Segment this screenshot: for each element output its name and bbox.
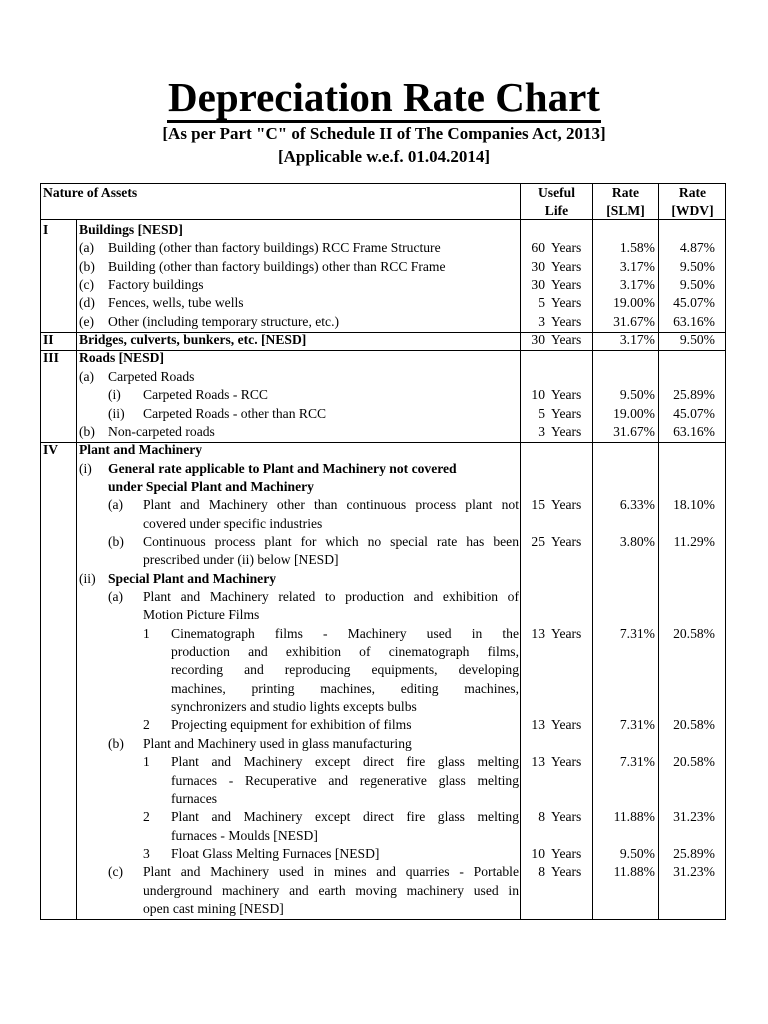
- table-row: [41, 625, 725, 643]
- asset-description: furnaces: [171, 790, 218, 806]
- table-row: [41, 331, 725, 349]
- rate-slm-value: 9.50%: [619, 845, 655, 861]
- asset-description: furnaces - Recuperative and regenerative glass melting: [171, 772, 519, 788]
- useful-life-unit: Years: [551, 258, 582, 274]
- rate-wdv-value: 25.89%: [673, 387, 715, 403]
- rate-slm-value: 19.00%: [613, 295, 655, 311]
- table-row: [41, 900, 725, 918]
- asset-description: (b): [108, 735, 124, 751]
- header-rate-wdv: Rate [WDV]: [671, 185, 714, 218]
- asset-description: (d): [79, 295, 95, 311]
- asset-description: Plant and Machinery used in mines and quarries - Portable: [143, 864, 519, 880]
- useful-life-unit: Years: [551, 277, 582, 293]
- useful-life-unit: Years: [551, 405, 582, 421]
- asset-description: (b): [79, 423, 95, 439]
- asset-description: Plant and Machinery related to production and exhibition of: [143, 589, 519, 604]
- useful-life-unit: Years: [551, 295, 582, 311]
- table-row: [41, 313, 725, 331]
- asset-description: Factory buildings: [108, 277, 204, 293]
- depreciation-table: [40, 183, 726, 920]
- useful-life-value: 15: [531, 497, 545, 513]
- table-row: [41, 533, 725, 551]
- asset-description: (e): [79, 313, 95, 329]
- header-rate-slm: Rate [SLM]: [606, 185, 645, 218]
- table-row: [41, 496, 725, 514]
- table-row: [41, 515, 725, 533]
- useful-life-value: 30: [531, 332, 545, 348]
- asset-description: underground machinery and earth moving machinery used in: [143, 882, 519, 898]
- rate-wdv-value: 31.23%: [673, 864, 715, 880]
- asset-description: Plant and Machinery except direct fire glass melting: [171, 754, 519, 770]
- rate-slm-value: 6.33%: [619, 497, 655, 513]
- useful-life-unit: Years: [551, 864, 582, 880]
- table-row: [41, 276, 725, 294]
- table-row: [41, 551, 725, 569]
- rate-slm-value: 7.31%: [619, 625, 655, 641]
- table-row: [41, 753, 725, 771]
- asset-description: Buildings [NESD]: [79, 222, 183, 237]
- table-row: [41, 827, 725, 845]
- rate-wdv-value: 18.10%: [673, 497, 715, 513]
- useful-life-unit: Years: [551, 533, 582, 549]
- asset-description: 3: [143, 845, 150, 861]
- useful-life-unit: Years: [551, 845, 582, 861]
- rate-wdv-value: 20.58%: [673, 625, 715, 641]
- asset-description: Cinematograph films - Machinery used in the: [171, 625, 519, 641]
- useful-life-value: 30: [531, 258, 545, 274]
- table-row: [41, 423, 725, 441]
- rate-slm-value: 3.80%: [619, 533, 655, 549]
- asset-description: (i): [79, 460, 92, 476]
- useful-life-unit: Years: [551, 625, 582, 641]
- rate-slm-value: 3.17%: [619, 258, 655, 274]
- table-row: [41, 460, 725, 478]
- useful-life-unit: Years: [551, 497, 582, 513]
- rate-wdv-value: 20.58%: [673, 717, 715, 733]
- asset-description: Bridges, culverts, bunkers, etc. [NESD]: [79, 332, 307, 348]
- rate-wdv-value: 9.50%: [679, 332, 715, 348]
- table-row: [41, 258, 725, 276]
- rate-wdv-value: 31.23%: [673, 809, 715, 825]
- asset-description: Other (including temporary structure, etc.): [108, 313, 340, 329]
- table-row: [41, 808, 725, 826]
- useful-life-value: 3: [538, 313, 545, 329]
- subtitle-schedule: [As per Part "C" of Schedule II of The Companies Act, 2013]: [162, 124, 606, 143]
- table-row: [41, 790, 725, 808]
- rate-wdv-value: 63.16%: [673, 423, 715, 439]
- asset-description: (b): [108, 533, 124, 549]
- asset-description: prescribed under (ii) below [NESD]: [143, 552, 339, 568]
- useful-life-value: 8: [538, 809, 545, 825]
- asset-description: (i): [108, 387, 121, 403]
- useful-life-unit: Years: [551, 717, 582, 733]
- rate-wdv-value: 45.07%: [673, 405, 715, 421]
- asset-description: (a): [108, 497, 124, 513]
- table-row: [41, 368, 725, 386]
- page-title: Depreciation Rate Chart: [0, 73, 768, 123]
- useful-life-value: 3: [538, 423, 545, 439]
- rate-slm-value: 1.58%: [619, 240, 655, 256]
- useful-life-value: 5: [538, 405, 545, 421]
- asset-description: Non-carpeted roads: [108, 423, 215, 439]
- rate-slm-value: 9.50%: [619, 387, 655, 403]
- asset-description: (ii): [108, 405, 125, 421]
- section-number: IV: [43, 442, 59, 458]
- rate-slm-value: 31.67%: [613, 423, 655, 439]
- asset-description: Fences, wells, tube wells: [108, 295, 244, 311]
- header-nature-of-assets: Nature of Assets: [43, 185, 138, 200]
- useful-life-unit: Years: [551, 332, 582, 348]
- rate-wdv-value: 9.50%: [679, 258, 715, 274]
- table-row: [41, 221, 725, 239]
- table-row: [41, 735, 725, 753]
- useful-life-value: 25: [531, 533, 545, 549]
- asset-description: Carpeted Roads - other than RCC: [143, 405, 327, 421]
- table-row: [41, 606, 725, 624]
- table-row: [41, 588, 725, 606]
- asset-description: Carpeted Roads: [108, 368, 195, 384]
- section-number: I: [43, 222, 49, 237]
- table-row: [41, 863, 725, 881]
- asset-description: Roads [NESD]: [79, 350, 164, 366]
- rate-slm-value: 7.31%: [619, 717, 655, 733]
- table-row: [41, 845, 725, 863]
- rate-wdv-value: 11.29%: [673, 533, 715, 549]
- rate-slm-value: 7.31%: [619, 754, 655, 770]
- asset-description: 2: [143, 717, 150, 733]
- rate-slm-value: 3.17%: [619, 277, 655, 293]
- asset-description: under Special Plant and Machinery: [108, 478, 314, 494]
- rate-wdv-value: 25.89%: [673, 845, 715, 861]
- section-number: II: [43, 332, 54, 348]
- asset-description: machines, printing machines, editing machines,: [171, 680, 519, 696]
- asset-description: (c): [108, 864, 124, 880]
- rate-wdv-value: 4.87%: [679, 240, 715, 256]
- asset-description: production and exhibition of cinematograph films,: [171, 644, 519, 660]
- rate-slm-value: 31.67%: [613, 313, 655, 329]
- asset-description: Plant and Machinery except direct fire glass melting: [171, 809, 519, 825]
- rate-slm-value: 11.88%: [613, 809, 655, 825]
- asset-description: (c): [79, 277, 95, 293]
- useful-life-unit: Years: [551, 240, 582, 256]
- rate-wdv-value: 9.50%: [679, 277, 715, 293]
- asset-description: (b): [79, 258, 95, 274]
- asset-description: Continuous process plant for which no special rate has been: [143, 533, 519, 549]
- useful-life-value: 10: [531, 845, 545, 861]
- useful-life-value: 13: [531, 717, 545, 733]
- asset-description: Carpeted Roads - RCC: [143, 387, 268, 403]
- useful-life-unit: Years: [551, 809, 582, 825]
- asset-description: General rate applicable to Plant and Machinery not covered: [108, 460, 457, 476]
- table-row: [41, 680, 725, 698]
- subtitle-applicable-date: [Applicable w.e.f. 01.04.2014]: [277, 147, 491, 166]
- useful-life-unit: Years: [551, 387, 582, 403]
- asset-description: Plant and Machinery: [79, 442, 203, 458]
- asset-description: 2: [143, 809, 150, 825]
- useful-life-unit: Years: [551, 313, 582, 329]
- table-row: [41, 698, 725, 716]
- asset-description: Plant and Machinery other than continuous process plant not: [143, 497, 519, 513]
- useful-life-value: 8: [538, 864, 545, 880]
- asset-description: synchronizers and studio lights excepts bulbs: [171, 699, 417, 715]
- asset-description: open cast mining [NESD]: [143, 900, 284, 916]
- asset-description: (a): [108, 589, 124, 604]
- rate-wdv-value: 45.07%: [673, 295, 715, 311]
- asset-description: Building (other than factory buildings) other than RCC Frame: [108, 258, 446, 274]
- useful-life-unit: Years: [551, 754, 582, 770]
- asset-description: Motion Picture Films: [143, 607, 260, 623]
- table-row: [41, 643, 725, 661]
- asset-description: Float Glass Melting Furnaces [NESD]: [171, 845, 380, 861]
- table-row: [41, 405, 725, 423]
- rate-wdv-value: 63.16%: [673, 313, 715, 329]
- asset-description: 1: [143, 754, 150, 770]
- rate-wdv-value: 20.58%: [673, 754, 715, 770]
- asset-description: Plant and Machinery used in glass manufacturing: [143, 735, 412, 751]
- useful-life-value: 60: [531, 240, 545, 256]
- asset-description: covered under specific industries: [143, 515, 323, 531]
- rate-slm-value: 11.88%: [613, 864, 655, 880]
- asset-description: (a): [79, 368, 95, 384]
- asset-description: furnaces - Moulds [NESD]: [171, 827, 318, 843]
- asset-description: 1: [143, 625, 150, 641]
- table-row: [41, 441, 725, 459]
- useful-life-value: 30: [531, 277, 545, 293]
- table-row: [41, 349, 725, 367]
- table-row: [41, 882, 725, 900]
- table-row: [41, 661, 725, 679]
- rate-slm-value: 19.00%: [613, 405, 655, 421]
- asset-description: Special Plant and Machinery: [108, 570, 277, 586]
- asset-description: (a): [79, 240, 95, 256]
- table-row: [41, 239, 725, 257]
- table-row: [41, 570, 725, 588]
- table-row: [41, 716, 725, 734]
- useful-life-unit: Years: [551, 423, 582, 439]
- section-number: III: [43, 350, 59, 366]
- asset-description: recording and reproducing equipments, developing: [171, 662, 519, 678]
- useful-life-value: 5: [538, 295, 545, 311]
- table-row: [41, 294, 725, 312]
- table-row: [41, 478, 725, 496]
- asset-description: (ii): [79, 570, 96, 586]
- useful-life-value: 13: [531, 625, 545, 641]
- table-row: [41, 772, 725, 790]
- header-useful-life: Useful Life: [537, 185, 575, 218]
- useful-life-value: 10: [531, 387, 545, 403]
- asset-description: Building (other than factory buildings) RCC Frame Structure: [108, 240, 441, 256]
- rate-slm-value: 3.17%: [619, 332, 655, 348]
- useful-life-value: 13: [531, 754, 545, 770]
- table-row: [41, 386, 725, 404]
- asset-description: Projecting equipment for exhibition of films: [171, 717, 412, 733]
